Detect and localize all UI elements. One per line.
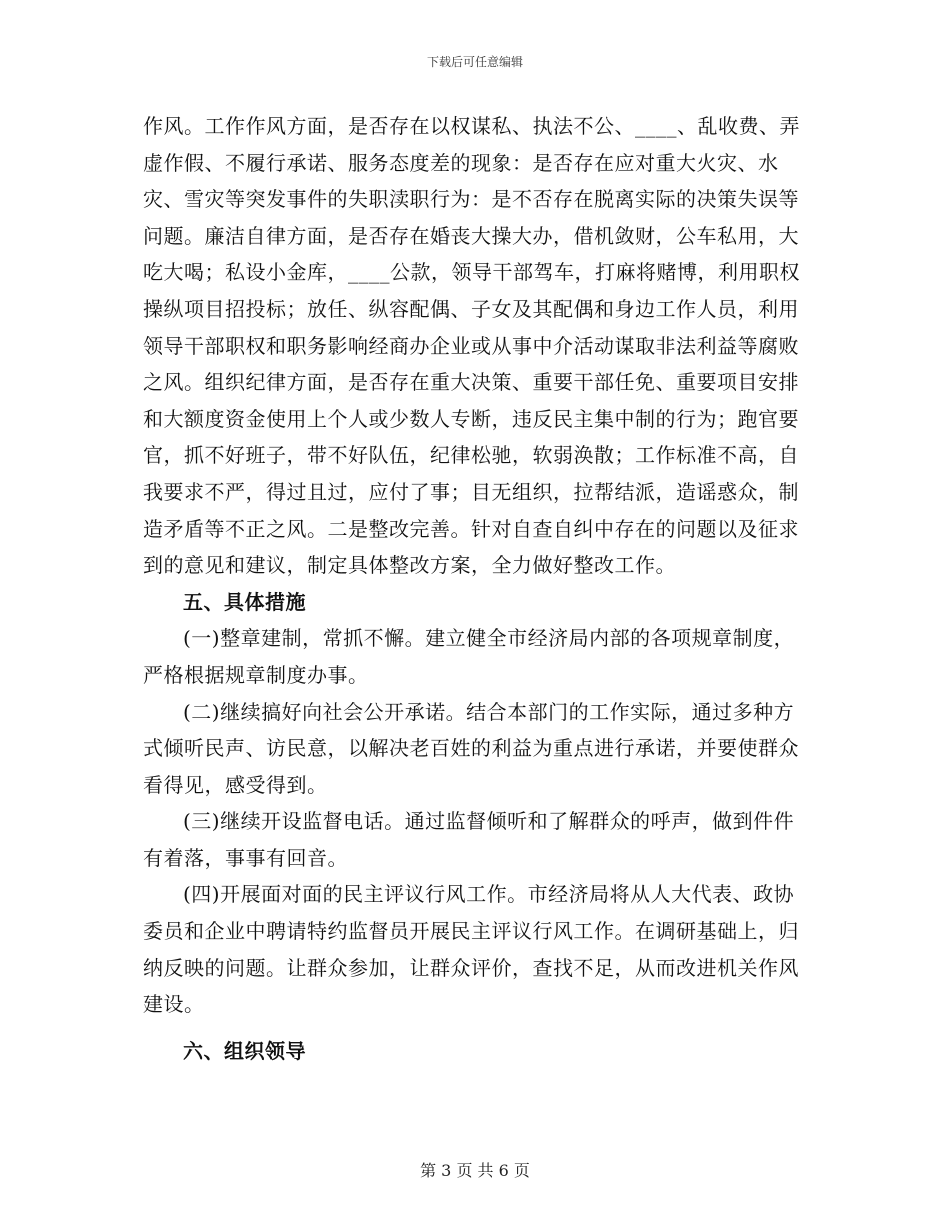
page-number: 第 3 页 共 6 页 [420,1161,530,1180]
paragraph-intro: 作风。工作作风方面，是否存在以权谋私、执法不公、____、乱收费、弄虚作假、不履行承诺、服务态度差的现象：是否存在应对重大火灾、水灾、雪灾等突发事件的失职渎职行为：是不否存在脱离实际的决策失误等问题。廉洁自律方面，是否存在婚丧大操大办，借机敛财，公车私用，大吃大喝；私设小金库，____公款，领导干部驾车，打麻将赌博，利用职权操纵项目招投标；放任、纵容配偶、子女及其配偶和身边工作人员，利用领导干部职权和职务影响经商办企业或从事中介活动谋取非法利益等腐败之风。组织纪律方面，是否存在重大决策、重要干部任免、重要项目安排和大额度资金使用上个人或少数人专断，违反民主集中制的行为；跑官要官，抓不好班子，带不好队伍，纪律松驰，软弱涣散；工作标准不高，自我要求不严，得过且过，应付了事；目无组织，拉帮结派，造谣惑众，制造矛盾等不正之风。二是整改完善。针对自查自纠中存在的问题以及征求到的意见和建议，制定具体整改方案，全力做好整改工作。 [143,114,800,578]
section-heading-5: 五、具体措施 [183,589,306,614]
measure-item-4: (四)开展面对面的民主评议行风工作。市经济局将从人大代表、政协委员和企业中聘请特约监督员开展民主评议行风工作。在调研基础上，归纳反映的问题。让群众参加，让群众评价，查找不足，从而改进机关作风建设。 [143,882,799,1017]
measure-item-3: (三)继续开设监督电话。通过监督倾听和了解群众的呼声，做到件件有着落，事事有回音。 [143,809,795,870]
section-heading-6: 六、组织领导 [183,1038,306,1063]
page-header: 下载后可任意编辑 [426,55,523,69]
document-body [143,108,803,1069]
measure-item-2: (二)继续搞好向社会公开承诺。结合本部门的工作实际，通过多种方式倾听民声、访民意，以解决老百姓的利益为重点进行承诺，并要使群众看得见，感受得到。 [143,699,799,797]
measure-item-1: (一)整章建制，常抓不懈。建立健全市经济局内部的各项规章制度，严格根据规章制度办事。 [143,626,795,687]
